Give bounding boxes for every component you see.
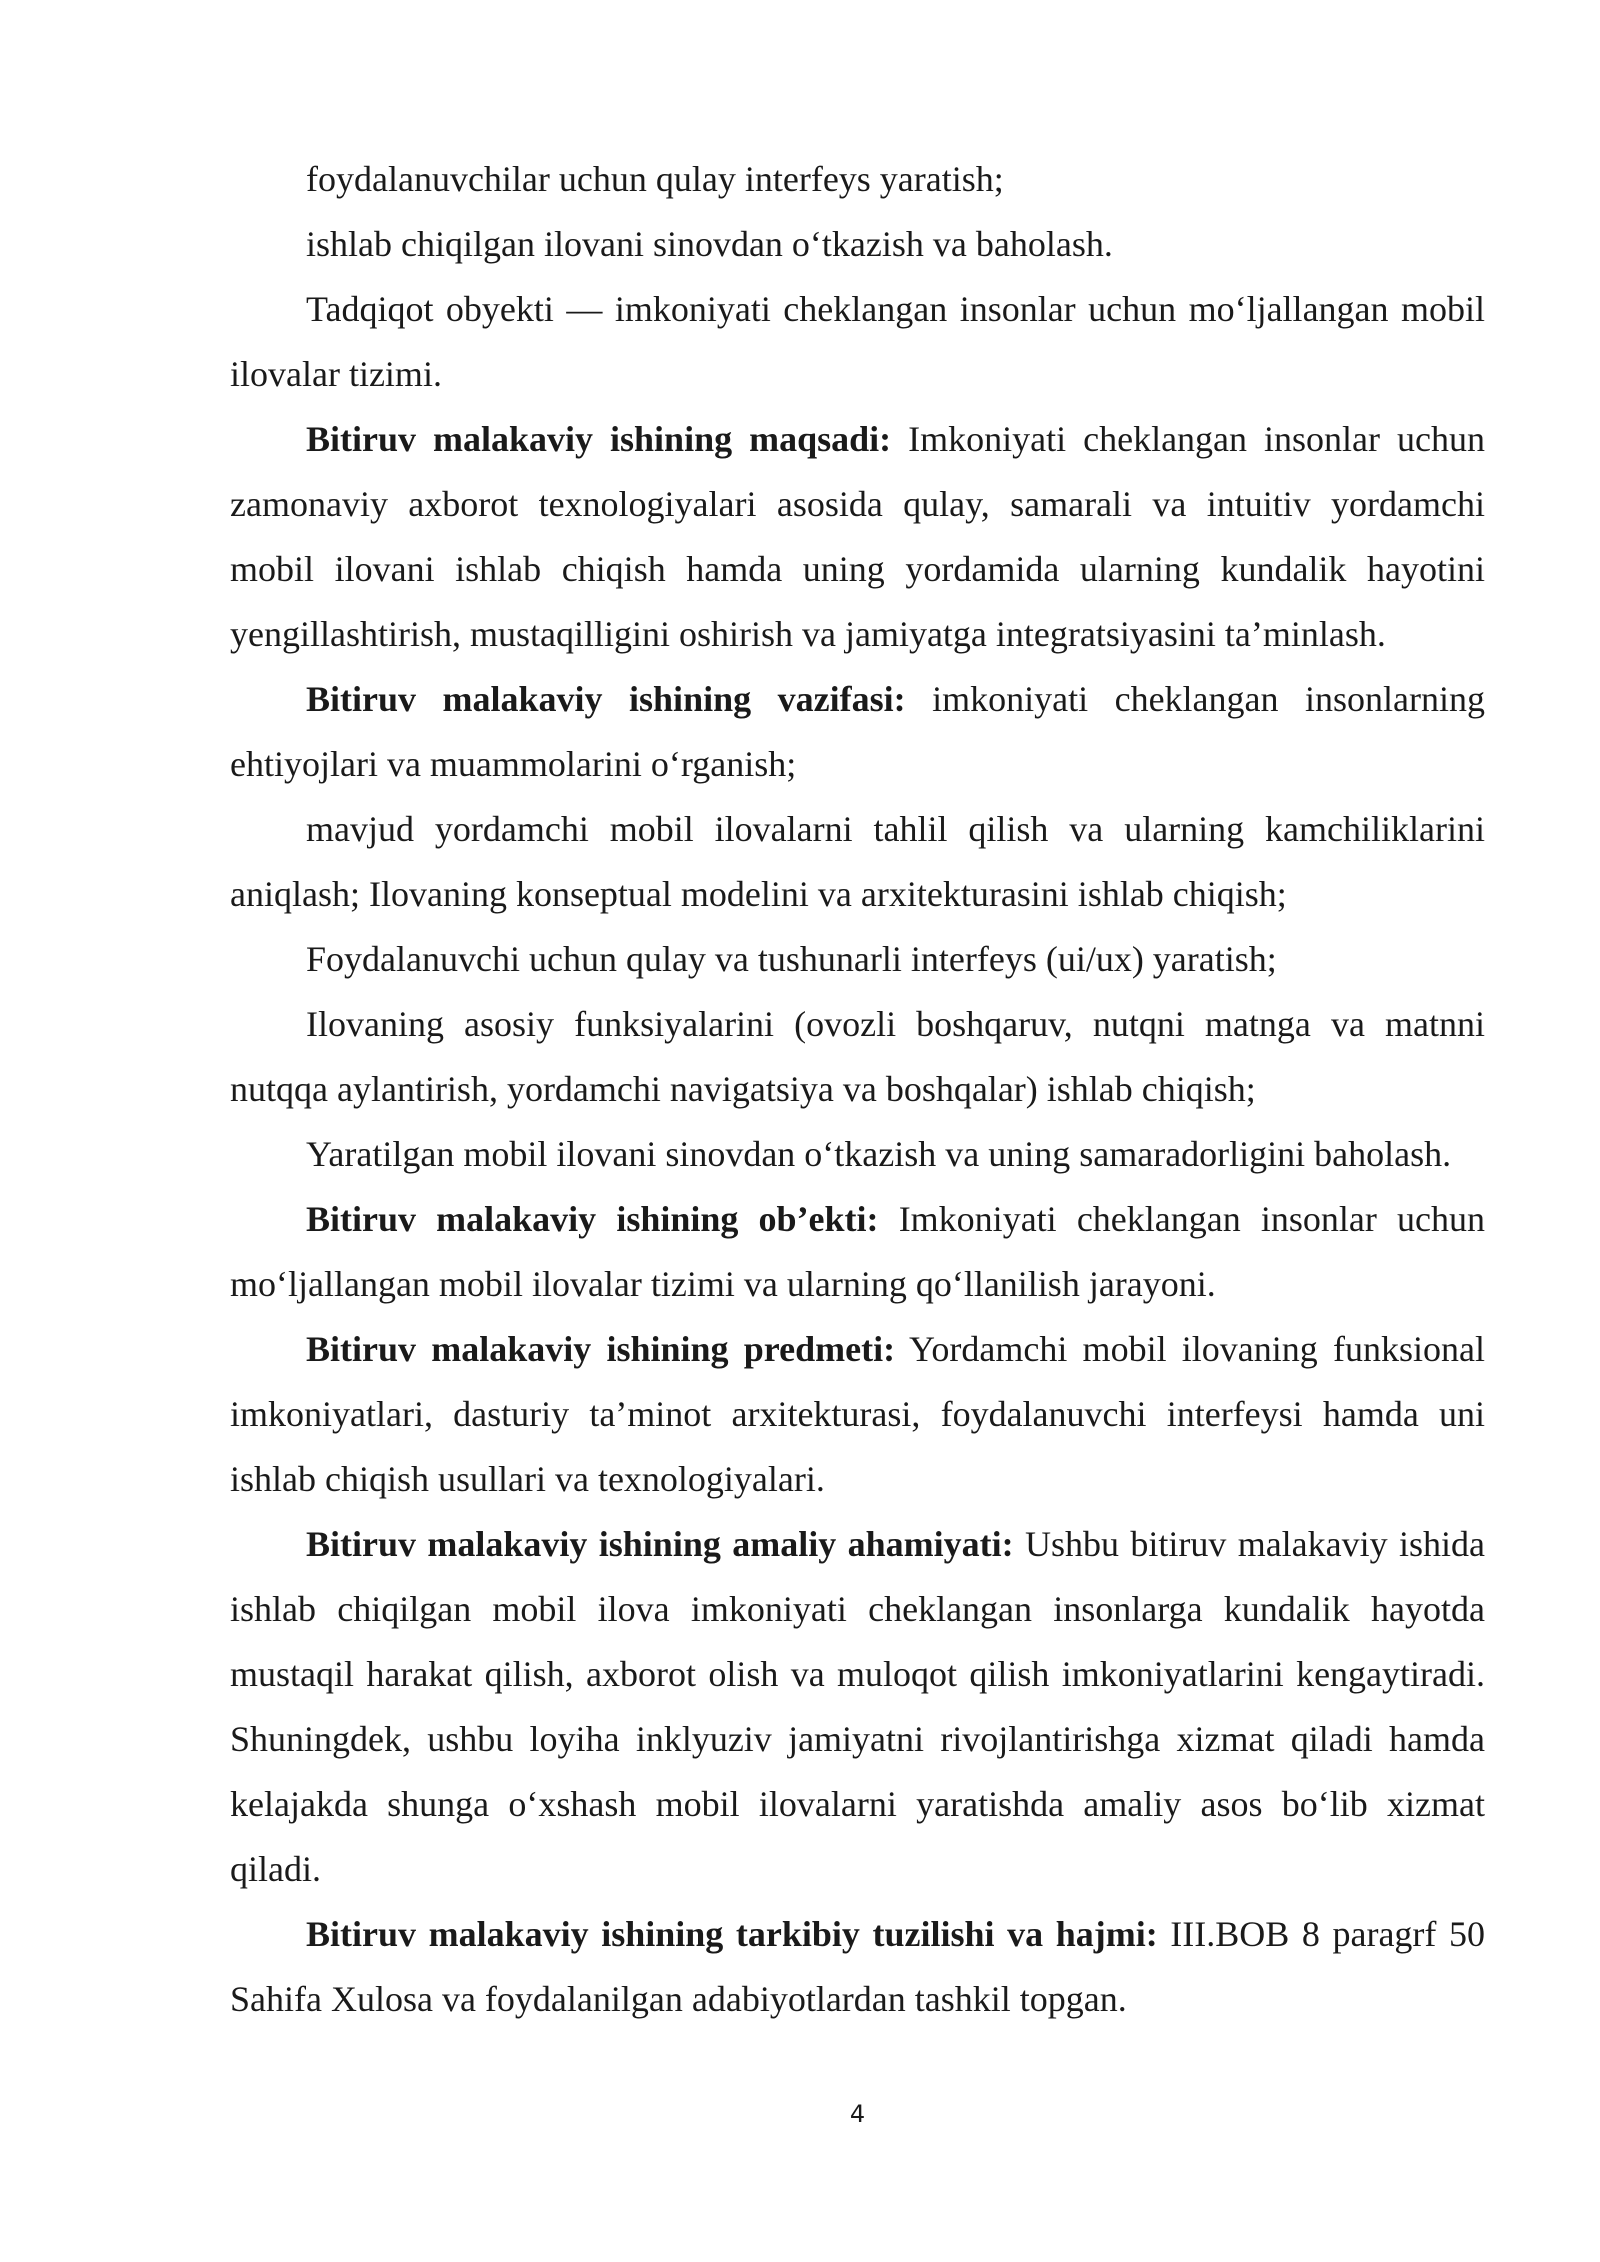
- paragraph-research-object: [230, 277, 1485, 407]
- paragraph-analysis-task: [230, 797, 1485, 927]
- paragraph-goal: [230, 407, 1485, 667]
- paragraph-structure: [230, 1902, 1485, 2032]
- paragraph-text: Ushbu bitiruv malakaviy ishida ishlab chiqilgan mobil ilova imkoniyati cheklangan insonlarga kundalik hayotda mustaqil harakat qilish, axborot olish va muloqot qilish imkoniyatlarini kengaytiradi. Shuningdek, ushbu loyiha inklyuziv jamiyatni rivojlantirishga xizmat qiladi hamda kelajakda shunga o‘xshash mobil ilovalarni yaratishda amaliy asos bo‘lib xizmat qiladi.: [230, 1524, 1485, 1889]
- paragraph-ui-task: [230, 927, 1485, 992]
- paragraph-heading: Bitiruv malakaviy ishining maqsadi:: [306, 419, 892, 459]
- paragraph-text: ishlab chiqilgan ilovani sinovdan o‘tkazish va baholash.: [306, 224, 1113, 264]
- paragraph-heading: Bitiruv malakaviy ishining ob’ekti:: [306, 1199, 879, 1239]
- paragraph-text: Imkoniyati cheklangan insonlar uchun mo‘ljallangan mobil ilovalar tizimi va ularning qo‘llanilish jarayoni.: [230, 1199, 1485, 1304]
- paragraph-tasks: [230, 667, 1485, 797]
- paragraph-text: Ilovaning asosiy funksiyalarini (ovozli boshqaruv, nutqni matnga va matnni nutqqa aylantirish, yordamchi navigatsiya va boshqalar) ishlab chiqish;: [230, 1004, 1485, 1109]
- paragraph-functions-task: [230, 992, 1485, 1122]
- paragraph-heading: Bitiruv malakaviy ishining predmeti:: [306, 1329, 896, 1369]
- paragraph-text: Yordamchi mobil ilovaning funksional imkoniyatlari, dasturiy ta’minot arxitekturasi, foydalanuvchi interfeysi hamda uni ishlab chiqish usullari va texnologiyalari.: [230, 1329, 1485, 1499]
- paragraph-text: Tadqiqot obyekti — imkoniyati cheklangan insonlar uchun mo‘ljallangan mobil ilovalar tizimi.: [230, 289, 1485, 394]
- paragraph-text: mavjud yordamchi mobil ilovalarni tahlil qilish va ularning kamchiliklarini aniqlash; Ilovaning konseptual modelini va arxitekturasini ishlab chiqish;: [230, 809, 1485, 914]
- paragraph-object: [230, 1187, 1485, 1317]
- paragraph-heading: Bitiruv malakaviy ishining vazifasi:: [306, 679, 906, 719]
- paragraph-text: III.BOB 8 paragrf 50 Sahifa Xulosa va foydalanilgan adabiyotlardan tashkil topgan.: [230, 1914, 1485, 2019]
- paragraph-evaluation-task: [230, 1122, 1485, 1187]
- paragraph-text: foydalanuvchilar uchun qulay interfeys yaratish;: [306, 159, 1004, 199]
- paragraph-text: imkoniyati cheklangan insonlarning ehtiyojlari va muammolarini o‘rganish;: [230, 679, 1485, 784]
- paragraph-interface-task: [230, 147, 1485, 212]
- paragraph-text: Imkoniyati cheklangan insonlar uchun zamonaviy axborot texnologiyalari asosida qulay, samarali va intuitiv yordamchi mobil ilovani ishlab chiqish hamda uning yordamida ularning kundalik hayotini yengillashtirish, mustaqilligini oshirish va jamiyatga integratsiyasini ta’minlash.: [230, 419, 1485, 654]
- paragraph-text: Foydalanuvchi uchun qulay va tushunarli interfeys (ui/ux) yaratish;: [306, 939, 1277, 979]
- page-number: 4: [849, 2100, 866, 2128]
- paragraph-heading: Bitiruv malakaviy ishining tarkibiy tuzilishi va hajmi:: [306, 1914, 1158, 1954]
- paragraph-testing-task: [230, 212, 1485, 277]
- document-body: [230, 147, 1485, 2032]
- paragraph-practical-significance: [230, 1512, 1485, 1902]
- paragraph-heading: Bitiruv malakaviy ishining amaliy ahamiyati:: [306, 1524, 1014, 1564]
- paragraph-text: Yaratilgan mobil ilovani sinovdan o‘tkazish va uning samaradorligini baholash.: [306, 1134, 1452, 1174]
- paragraph-subject: [230, 1317, 1485, 1512]
